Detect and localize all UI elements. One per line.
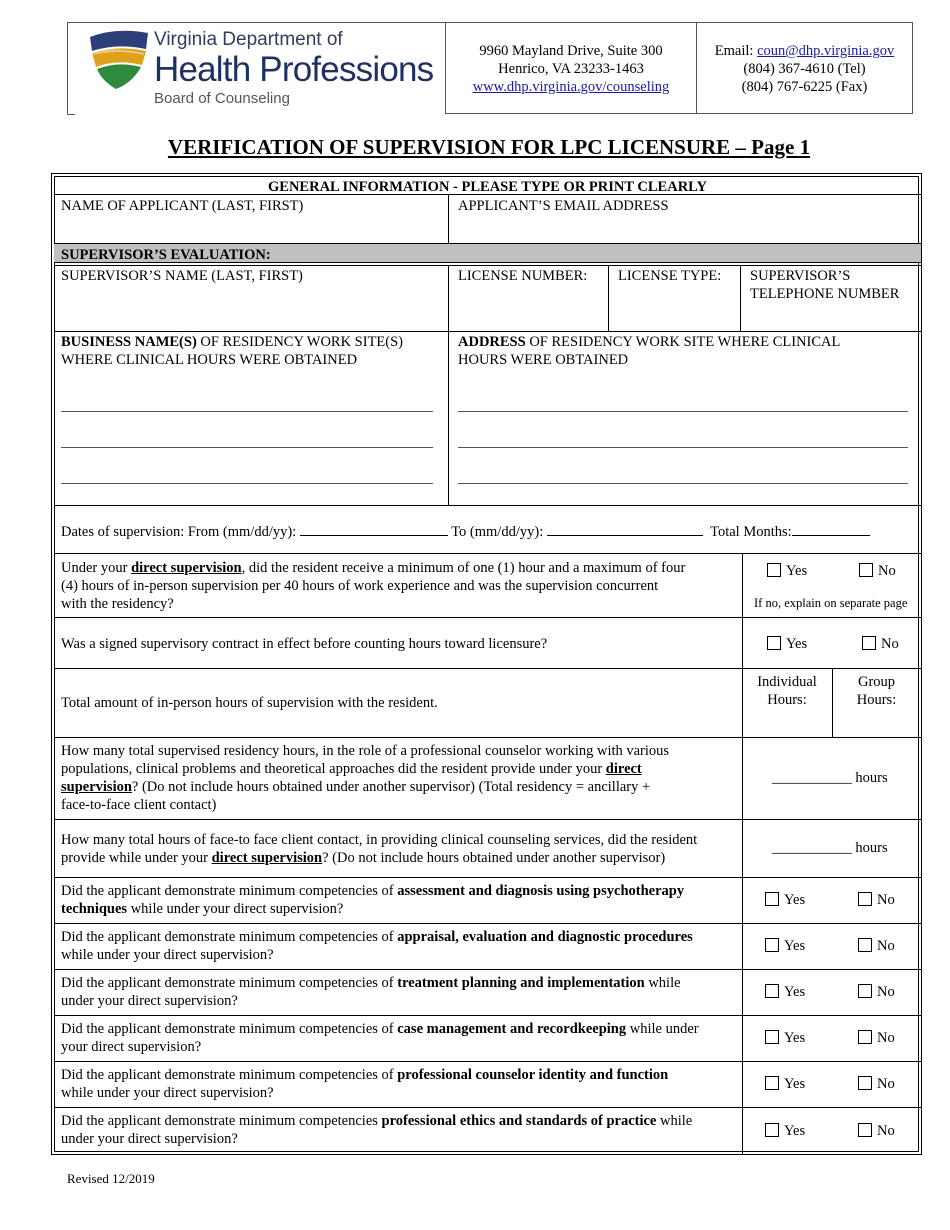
residency-hours-blank: ___________	[772, 770, 852, 786]
question-competency-2	[61, 928, 736, 964]
residency-hours-unit: hours	[851, 770, 888, 786]
competency-4-no-option[interactable]	[858, 1029, 895, 1047]
competency-6-bold: professional ethics and standards of practice	[381, 1113, 657, 1129]
competency-4-no-checkbox[interactable]	[858, 1030, 872, 1044]
competency-6-yes-option[interactable]	[765, 1122, 805, 1140]
competency-2-no-label: No	[877, 938, 895, 954]
competency-5-no-label: No	[877, 1076, 895, 1092]
competency-4-bold: case management and recordkeeping	[397, 1021, 627, 1037]
competency-5-no-checkbox[interactable]	[858, 1076, 872, 1090]
group-hours-line-2: Hours:	[856, 692, 897, 708]
competency-1-no-checkbox[interactable]	[858, 892, 872, 906]
competency-4-yes-checkbox[interactable]	[765, 1030, 779, 1044]
q5-line-2-em: direct supervision	[211, 850, 323, 866]
competency-6-pre: Did the applicant demonstrate minimum competencies	[61, 1113, 382, 1129]
competency-5-pre: Did the applicant demonstrate minimum competencies of	[61, 1067, 398, 1083]
competency-1-bold: assessment and diagnosis using psychotherapy	[397, 883, 685, 899]
q1-note: If no, explain on separate page	[754, 596, 908, 610]
total-months-field[interactable]	[792, 535, 870, 536]
business-line-2: WHERE CLINICAL HOURS WERE OBTAINED	[61, 352, 358, 368]
question-competency-5	[61, 1066, 736, 1102]
logo-box	[67, 22, 445, 114]
competency-2-yes-label: Yes	[784, 938, 806, 954]
competency-3-yes-option[interactable]	[765, 983, 805, 1001]
address-line-field-2[interactable]	[458, 447, 908, 448]
residency-hours-field[interactable]	[772, 769, 888, 787]
question-competency-4	[61, 1020, 736, 1056]
q2-yes-label: Yes	[786, 636, 808, 652]
competency-1-yes-label: Yes	[784, 892, 806, 908]
q1-line-2: (4) hours of in-person supervision per 40 hours of work experience and was the supervision concurrent	[61, 578, 659, 594]
q1-em: direct supervision	[131, 560, 242, 576]
group-hours-field[interactable]	[832, 673, 921, 709]
q1-yes-option[interactable]	[767, 562, 807, 580]
address-line-field-1[interactable]	[458, 411, 908, 412]
competency-1-yes-checkbox[interactable]	[765, 892, 779, 906]
face-to-face-hours-field[interactable]	[772, 839, 888, 857]
competency-2-no-checkbox[interactable]	[858, 938, 872, 952]
competency-1-l2: while under your direct supervision?	[127, 901, 344, 917]
competency-6-post: while	[656, 1113, 693, 1129]
competency-3-yes-checkbox[interactable]	[765, 984, 779, 998]
question-face-to-face-hours	[61, 831, 736, 867]
competency-3-yes-label: Yes	[784, 984, 806, 1000]
logo-line-2: Health Professions	[154, 50, 434, 89]
logo-line-3: Board of Counseling	[154, 90, 290, 107]
competency-5-l2: while under your direct supervision?	[61, 1085, 274, 1101]
question-direct-supervision	[61, 559, 736, 613]
license-type-label[interactable]: LICENSE TYPE:	[618, 268, 722, 284]
dhp-logo-icon	[86, 27, 152, 93]
q2-no-option[interactable]	[862, 635, 899, 653]
competency-3-no-label: No	[877, 984, 895, 1000]
competency-1-yes-option[interactable]	[765, 891, 805, 909]
face-hours-unit: hours	[851, 840, 888, 856]
competency-3-l2: under your direct supervision?	[61, 993, 238, 1009]
business-line-field-3[interactable]	[61, 483, 433, 484]
date-from-field[interactable]	[300, 535, 448, 536]
competency-6-no-checkbox[interactable]	[858, 1123, 872, 1137]
contact-box	[697, 22, 913, 114]
question-inperson-hours: Total amount of in-person hours of supervision with the resident.	[61, 695, 438, 711]
address-line-2: HOURS WERE OBTAINED	[458, 352, 629, 368]
competency-1-no-label: No	[877, 892, 895, 908]
letterhead	[67, 22, 913, 114]
competency-5-no-option[interactable]	[858, 1075, 895, 1093]
q4-line-2-em: direct	[605, 761, 642, 777]
business-name-label	[61, 333, 403, 369]
competency-2-yes-checkbox[interactable]	[765, 938, 779, 952]
competency-4-yes-option[interactable]	[765, 1029, 805, 1047]
applicant-email-label[interactable]: APPLICANT’S EMAIL ADDRESS	[458, 198, 669, 214]
q4-line-3-em: supervision	[61, 779, 132, 795]
address-bold: ADDRESS	[458, 334, 526, 350]
address-rest: OF RESIDENCY WORK SITE WHERE CLINICAL	[525, 334, 841, 350]
competency-2-l2: while under your direct supervision?	[61, 947, 274, 963]
q2-no-label: No	[881, 636, 899, 652]
address-box	[445, 22, 697, 114]
competency-1-l2-bold: techniques	[61, 901, 128, 917]
question-total-residency-hours	[61, 742, 736, 814]
general-heading: GENERAL INFORMATION - PLEASE TYPE OR PRINT CLEARLY	[268, 179, 707, 195]
competency-4-l2: your direct supervision?	[61, 1039, 202, 1055]
question-competency-3	[61, 974, 736, 1010]
fax: (804) 767-6225 (Fax)	[741, 79, 868, 95]
competency-2-no-option[interactable]	[858, 937, 895, 955]
competency-4-yes-label: Yes	[784, 1030, 806, 1046]
total-months-label: Total Months:	[710, 524, 792, 540]
telephone-label-line-1: SUPERVISOR’S	[750, 268, 851, 284]
competency-6-no-label: No	[877, 1122, 895, 1139]
email-link[interactable]: coun@dhp.virginia.gov	[757, 43, 895, 59]
competency-2-yes-option[interactable]	[765, 937, 805, 955]
q1-yes-checkbox[interactable]	[767, 563, 781, 577]
worksite-address-label	[458, 333, 840, 369]
website-link[interactable]: www.dhp.virginia.gov/counseling	[472, 79, 670, 95]
q1-no-checkbox[interactable]	[859, 563, 873, 577]
q1-post: , did the resident receive a minimum of one (1) hour and a maximum of four	[241, 560, 686, 576]
supervisor-telephone-label[interactable]	[750, 267, 899, 303]
competency-6-yes-label: Yes	[784, 1122, 806, 1139]
group-hours-line-1: Group	[857, 674, 896, 690]
question-competency-1	[61, 882, 736, 918]
telephone-label-line-2: TELEPHONE NUMBER	[750, 286, 900, 302]
q4-line-2-pre: populations, clinical problems and theoretical approaches did the resident provide under your	[61, 761, 606, 777]
q1-pre: Under your	[61, 560, 132, 576]
competency-5-yes-label: Yes	[784, 1076, 806, 1092]
face-hours-blank: ___________	[772, 840, 852, 856]
individual-hours-line-1: Individual	[757, 674, 817, 690]
email-label: Email:	[714, 43, 758, 59]
competency-3-no-checkbox[interactable]	[858, 984, 872, 998]
q1-line-3: with the residency?	[61, 596, 174, 612]
q5-line-2-post: ? (Do not include hours obtained under another supervisor)	[322, 850, 666, 866]
business-bold: BUSINESS NAME(S)	[61, 334, 197, 350]
verification-form	[51, 173, 922, 1155]
competency-5-yes-option[interactable]	[765, 1075, 805, 1093]
q2-yes-option[interactable]	[767, 635, 807, 653]
business-rest: OF RESIDENCY WORK SITE(S)	[196, 334, 404, 350]
supervision-dates-row	[61, 523, 870, 541]
competency-6-yes-checkbox[interactable]	[765, 1123, 779, 1137]
q4-line-4: face-to-face client contact)	[61, 797, 217, 813]
logo-wordmark	[154, 29, 433, 108]
revision-date: Revised 12/2019	[67, 1171, 155, 1186]
applicant-name-label[interactable]: NAME OF APPLICANT (LAST, FIRST)	[61, 198, 304, 214]
address-line-2: Henrico, VA 23233-1463	[498, 61, 644, 77]
q2-yes-checkbox[interactable]	[767, 636, 781, 650]
address-line-1: 9960 Mayland Drive, Suite 300	[479, 43, 663, 59]
supervisor-name-label[interactable]: SUPERVISOR’S NAME (LAST, FIRST)	[61, 268, 303, 284]
q4-line-1: How many total supervised residency hours, in the role of a professional counselor working with various	[61, 743, 670, 759]
business-line-field-1[interactable]	[61, 411, 433, 412]
competency-4-no-label: No	[877, 1030, 895, 1046]
q1-no-label: No	[878, 563, 896, 579]
business-line-field-2[interactable]	[61, 447, 433, 448]
competency-3-pre: Did the applicant demonstrate minimum competencies of	[61, 975, 398, 991]
license-number-label[interactable]: LICENSE NUMBER:	[458, 268, 588, 284]
competency-3-post: while	[644, 975, 681, 991]
date-to-field[interactable]	[547, 535, 703, 536]
competency-6-l2: under your direct supervision?	[61, 1131, 238, 1147]
competency-2-bold: appraisal, evaluation and diagnostic procedures	[397, 929, 693, 945]
q1-yes-label: Yes	[786, 563, 808, 579]
competency-3-no-option[interactable]	[858, 983, 895, 1001]
individual-hours-line-2: Hours:	[767, 692, 807, 708]
date-from-label: Dates of supervision: From (mm/dd/yy):	[61, 524, 297, 540]
competency-5-bold: professional counselor identity and function	[397, 1067, 669, 1083]
date-to-label: To (mm/dd/yy):	[451, 524, 544, 540]
telephone: (804) 367-4610 (Tel)	[743, 61, 866, 77]
logo-line-1: Virginia Department of	[154, 29, 343, 50]
competency-2-pre: Did the applicant demonstrate minimum competencies of	[61, 929, 398, 945]
q5-line-1: How many total hours of face-to face client contact, in providing clinical counseling services, did the resident	[61, 832, 698, 848]
q5-line-2-pre: provide while under your	[61, 850, 212, 866]
individual-hours-field[interactable]	[742, 673, 832, 709]
supervisor-heading: SUPERVISOR’S EVALUATION:	[61, 247, 271, 263]
competency-3-bold: treatment planning and implementation	[397, 975, 645, 991]
page-title: VERIFICATION OF SUPERVISION FOR LPC LICENSURE – Page 1	[167, 135, 811, 159]
q4-line-3-post: ? (Do not include hours obtained under another supervisor) (Total residency = ancillary +	[131, 779, 651, 795]
q2-no-checkbox[interactable]	[862, 636, 876, 650]
competency-1-no-option[interactable]	[858, 891, 895, 909]
address-line-field-3[interactable]	[458, 483, 908, 484]
competency-1-pre: Did the applicant demonstrate minimum competencies of	[61, 883, 398, 899]
competency-5-yes-checkbox[interactable]	[765, 1076, 779, 1090]
competency-4-post: while under	[626, 1021, 699, 1037]
question-supervisory-contract: Was a signed supervisory contract in effect before counting hours toward licensure?	[61, 636, 548, 652]
competency-6-no-option[interactable]	[858, 1122, 895, 1140]
q1-no-option[interactable]	[859, 562, 896, 580]
competency-4-pre: Did the applicant demonstrate minimum competencies of	[61, 1021, 398, 1037]
question-competency-6	[61, 1112, 736, 1148]
